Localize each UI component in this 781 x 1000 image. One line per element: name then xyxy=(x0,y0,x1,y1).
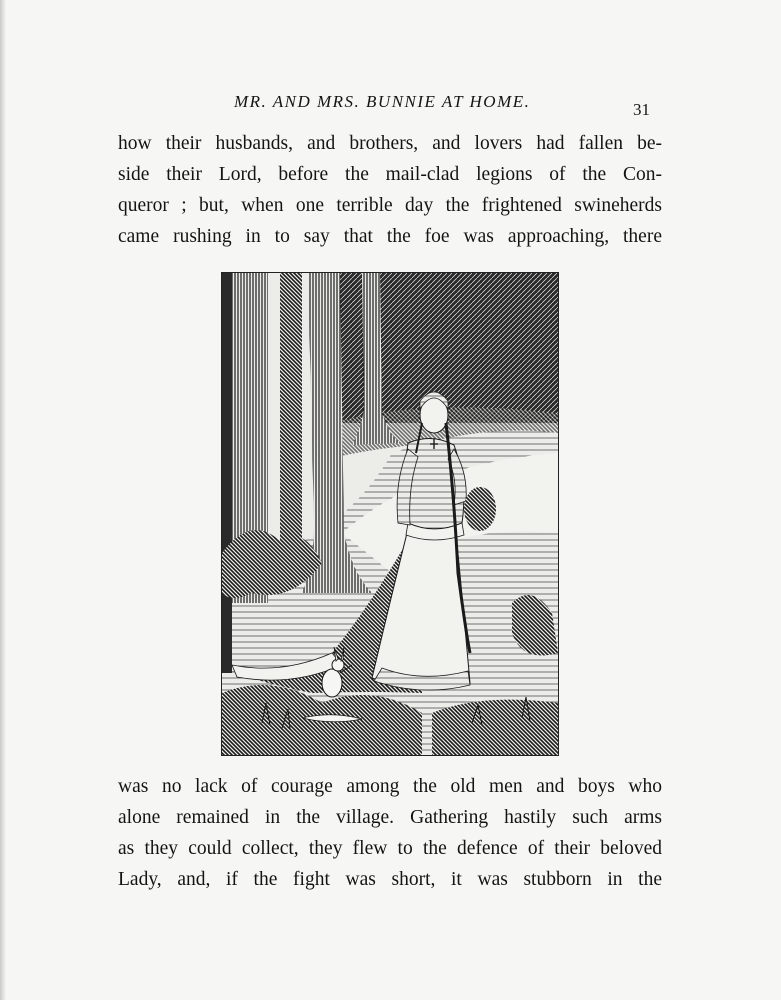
text-line: queror ; but, when one terrible day the frightened swineherds xyxy=(118,195,662,216)
paragraph-top xyxy=(118,128,662,252)
text-line: alone remained in the village. Gathering hastily such arms xyxy=(118,807,662,828)
text-line: was no lack of courage among the old men and boys who xyxy=(118,776,662,797)
running-head: MR. AND MRS. BUNNIE AT HOME. xyxy=(234,92,531,111)
page-edge-shadow xyxy=(0,0,6,1000)
forest-lady-rabbit-engraving xyxy=(222,273,558,755)
text-line: Lady, and, if the fight was short, it was stubborn in the xyxy=(118,869,662,890)
text-line: how their husbands, and brothers, and lovers had fallen be- xyxy=(118,133,662,154)
page-number: 31 xyxy=(633,100,650,119)
text-line: side their Lord, before the mail-clad legions of the Con- xyxy=(118,164,662,185)
text-line: as they could collect, they flew to the defence of their beloved xyxy=(118,838,662,859)
engraving-illustration xyxy=(221,272,559,756)
paragraph-bottom xyxy=(118,771,662,895)
text-line: came rushing in to say that the foe was approaching, there xyxy=(118,226,662,247)
